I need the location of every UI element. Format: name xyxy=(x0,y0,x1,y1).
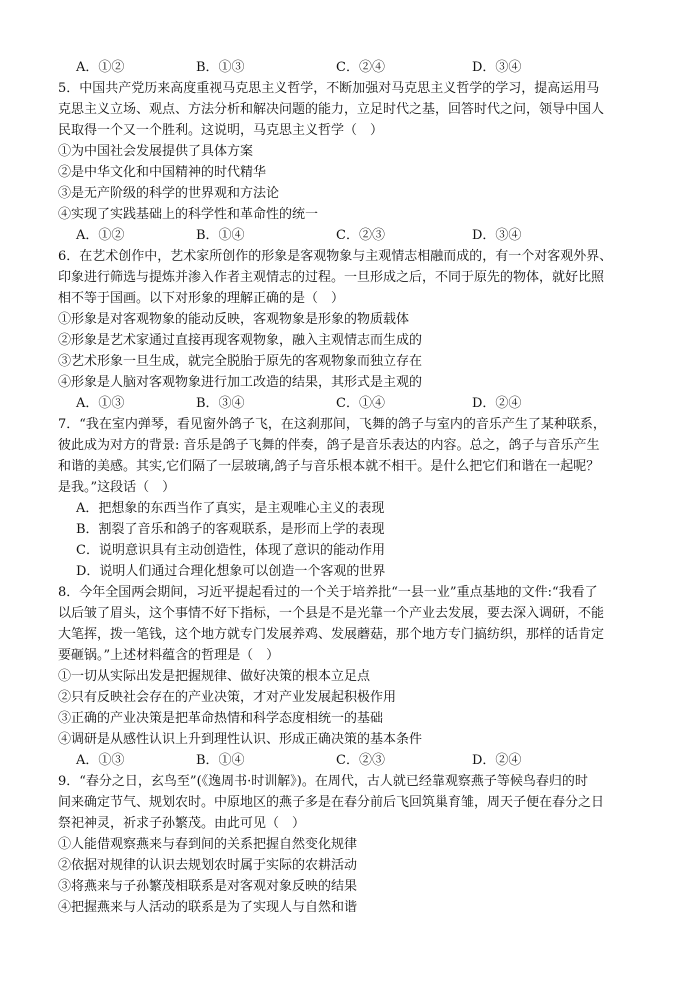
q8-item: ④调研是从感性认识上升到理性认识、形成正确决策的基本条件 xyxy=(58,732,423,747)
option-d[interactable]: D．③④ xyxy=(472,60,522,75)
q9-stem-line: 9．“春分之日，玄鸟至”(《逸周书·时训解》)。在周代，古人就已经靠观察燕子等候鸟春归的时 xyxy=(58,774,588,789)
q8-item: ②只有反映社会存在的产业决策，才对产业发展起积极作用 xyxy=(58,690,397,705)
q7-stem-line: 7．“我在室内弹琴，看见窗外鸽子飞，在这刹那间，飞舞的鸽子与室内的音乐产生了某种联系， xyxy=(58,417,606,432)
q7-choice-c[interactable]: C．说明意识具有主动创造性，体现了意识的能动作用 xyxy=(76,543,385,558)
q7-stem-line: 彼此成为对方的背景: 音乐是鸽子飞舞的伴奏，鸽子是音乐表达的内容。总之，鸽子与音乐产生 xyxy=(58,438,600,453)
q7-choice-b[interactable]: B．割裂了音乐和鸽子的客观联系，是形而上学的表现 xyxy=(76,522,385,537)
q5-options xyxy=(58,225,678,246)
q9-stem-line: 间来确定节气、规划农时。中原地区的燕子多是在春分前后飞回筑巢育雏，周天子便在春分之日 xyxy=(58,795,605,810)
q7-stem-line: 和谐的美感。其实,它们隔了一层玻璃,鸽子与音乐根本就不相干。是什么把它们和谐在一起呢？ xyxy=(58,459,600,474)
option-b[interactable]: B．①④ xyxy=(196,228,245,243)
q6-item: ①形象是对客观物象的能动反映，客观物象是形象的物质载体 xyxy=(58,312,410,327)
q6-stem-line: 相不等于国画。以下对形象的理解正确的是（ ） xyxy=(58,291,345,306)
q9-item: ①人能借观察燕来与春到间的关系把握自然变化规律 xyxy=(58,837,358,852)
option-b[interactable]: B．①④ xyxy=(196,753,245,768)
q5-stem-line: 5．中国共产党历来高度重视马克思主义哲学，不断加强对马克思主义哲学的学习，提高运用马 xyxy=(58,81,600,96)
q6-item: ②形象是艺术家通过直接再现客观物象，融入主观情志而生成的 xyxy=(58,333,423,348)
q8-stem-line: 8．今年全国两会期间，习近平提起看过的一个关于培养批“一县一业”重点基地的文件:“我看了 xyxy=(58,585,598,600)
q8-stem-line: 要砸锅。”上述材料蕴含的哲理是（ ） xyxy=(58,648,280,663)
q7-stem-line: 是我。”这段话（ ） xyxy=(58,480,176,495)
q6-stem-line: 6．在艺术创作中，艺术家所创作的形象是客观物象与主观情志相融而成的，有一个对客观外界、 xyxy=(58,249,613,264)
q9-item: ②依据对规律的认识去规划农时属于实际的农耕活动 xyxy=(58,858,358,873)
q8-item: ①一切从实际出发是把握规律、做好决策的根本立足点 xyxy=(58,669,371,684)
q5-item: ①为中国社会发展提供了具体方案 xyxy=(58,144,254,159)
option-a[interactable]: A．①③ xyxy=(76,753,125,768)
q5-item: ④实现了实践基础上的科学性和革命性的统一 xyxy=(58,207,319,222)
q8-options xyxy=(58,750,678,771)
q5-stem-line: 民取得一个又一个胜利。这说明，马克思主义哲学（ ） xyxy=(58,123,384,138)
prev-question-options xyxy=(58,57,678,78)
option-b[interactable]: B．③④ xyxy=(196,396,245,411)
option-d[interactable]: D．②④ xyxy=(472,396,522,411)
q5-stem-line: 克思主义立场、观点、方法分析和解决问题的能力，立足时代之基，回答时代之问，领导中国人 xyxy=(58,102,605,117)
option-c[interactable]: C．②③ xyxy=(336,753,385,768)
option-d[interactable]: D．③④ xyxy=(472,228,522,243)
q6-options xyxy=(58,393,678,414)
q7-choice-d[interactable]: D．说明人们通过合理化想象可以创造一个客观的世界 xyxy=(76,564,386,579)
q9-stem-line: 祭祀神灵，祈求子孙繁茂。由此可见（ ） xyxy=(58,816,306,831)
q9-item: ④把握燕来与人活动的联系是为了实现人与自然和谐 xyxy=(58,900,358,915)
option-a[interactable]: A．①② xyxy=(76,60,125,75)
option-d[interactable]: D．②④ xyxy=(472,753,522,768)
q6-item: ③艺术形象一旦生成，就完全脱胎于原先的客观物象而独立存在 xyxy=(58,354,423,369)
q7-choice-a[interactable]: A．把想象的东西当作了真实，是主观唯心主义的表现 xyxy=(76,501,385,516)
q5-item: ③是无产阶级的科学的世界观和方法论 xyxy=(58,186,280,201)
option-b[interactable]: B．①③ xyxy=(196,60,245,75)
q6-item: ④形象是人脑对客观物象进行加工改造的结果，其形式是主观的 xyxy=(58,375,423,390)
q8-stem-line: 以后皱了眉头，这个事情不好下指标，一个县是不是光靠一个产业去发展，要去深入调研，不能 xyxy=(58,606,605,621)
q5-item: ②是中华文化和中国精神的时代精华 xyxy=(58,165,267,180)
option-a[interactable]: A．①③ xyxy=(76,396,125,411)
q8-stem-line: 大笔挥，拨一笔钱，这个地方就专门发展养鸡、发展蘑菇，那个地方专门搞纺织，那样的话肯定 xyxy=(58,627,605,642)
option-c[interactable]: C．②④ xyxy=(336,60,385,75)
option-c[interactable]: C．①④ xyxy=(336,396,385,411)
option-a[interactable]: A．①② xyxy=(76,228,125,243)
q8-item: ③正确的产业决策是把革命热情和科学态度相统一的基础 xyxy=(58,711,384,726)
q6-stem-line: 印象进行筛选与提炼并渗入作者主观情志的过程。一旦形成之后，不同于原先的物体，就好比照 xyxy=(58,270,605,285)
option-c[interactable]: C．②③ xyxy=(336,228,385,243)
q9-item: ③将燕来与子孙繁茂相联系是对客观对象反映的结果 xyxy=(58,879,358,894)
